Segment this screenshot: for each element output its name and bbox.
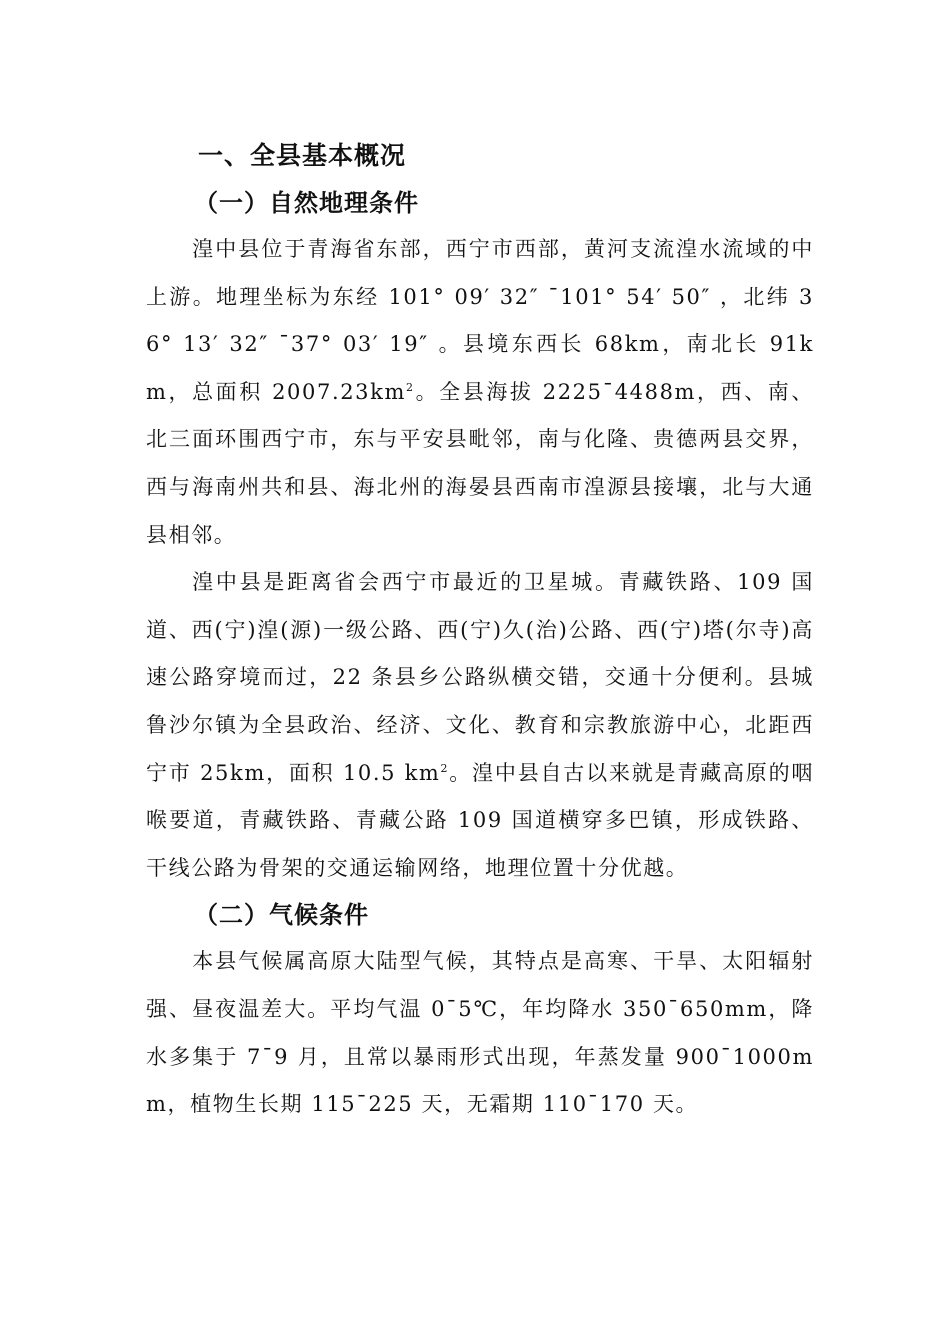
paragraph-location (146, 226, 814, 559)
paragraph-transport-text: 湟中县是距离省会西宁市最近的卫星城。青藏铁路、109 国道、西(宁)湟(源)一级公路、西(宁)久(治)公路、西(宁)塔(尔寺)高速公路穿境而过，22 条县乡公路纵横交错，交通十分便利。县城鲁沙尔镇为全县政治、经济、文化、教育和宗教旅游中心，北距西宁市 25km，面积 10.5 km (146, 570, 814, 785)
paragraph-transport (146, 559, 814, 892)
area-unit-superscript: 2 (440, 761, 450, 775)
area-unit-superscript: 2 (405, 380, 415, 394)
paragraph-transport-tail: 。湟中县自古以来就是青藏高原的咽喉要道，青藏铁路、青藏公路 109 国道横穿多巴镇，形成铁路、干线公路为骨架的交通运输网络，地理位置十分优越。 (146, 760, 814, 880)
paragraph-location-tail: 。全县海拔 2225¯4488m，西、南、北三面环围西宁市，东与平安县毗邻，南与化隆、贵德两县交界，西与海南州共和县、海北州的海晏县西南市湟源县接壤，北与大通县相邻。 (146, 379, 814, 547)
document-body (146, 134, 814, 1129)
chapter-heading: 一、全县基本概况 (198, 141, 407, 170)
paragraph-climate: 本县气候属高原大陆型气候，其特点是高寒、干旱、太阳辐射强、昼夜温差大。平均气温 0¯5℃，年均降水 350¯650mm，降水多集于 7¯9 月，且常以暴雨形式出现，年蒸发量 900¯1000mm，植物生长期 115¯225 天，无霜期 110¯170 天。 (146, 949, 814, 1117)
section-heading-climate: （二）气候条件 (194, 901, 369, 930)
section-heading-natural-geography: （一）自然地理条件 (194, 189, 419, 217)
paragraph-location-text: 湟中县位于青海省东部，西宁市西部，黄河支流湟水流域的中上游。地理坐标为东经 101° 09′ 32″ ¯101° 54′ 50″ ，北纬 36° 13′ 32″ ¯37° 03′ 19″ 。县境东西长 68km，南北长 91km，总面积 2007.23km (146, 237, 814, 404)
